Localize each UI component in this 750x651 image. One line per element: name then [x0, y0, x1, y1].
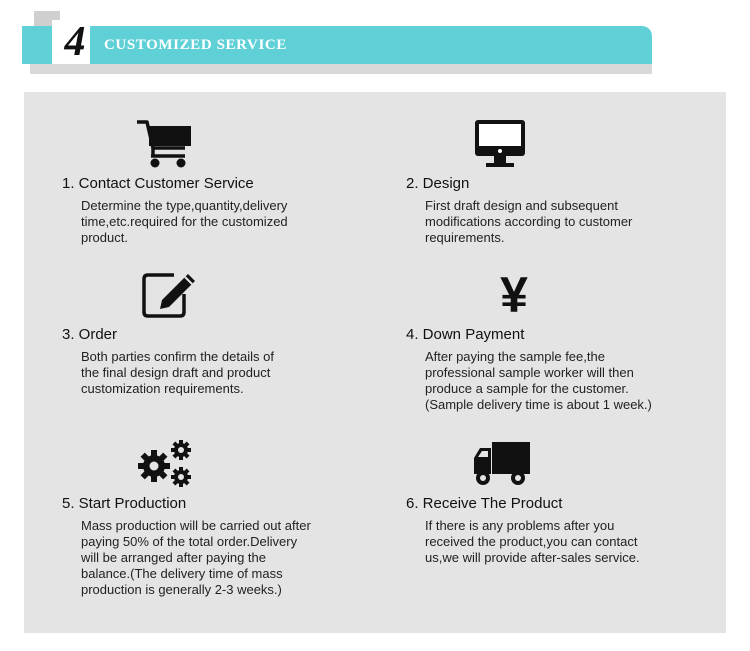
- yen-icon: ¥: [500, 267, 528, 323]
- section-number: 4: [64, 19, 86, 65]
- step-description: First draft design and subsequent modifications according to customer requirements.: [425, 198, 633, 245]
- gears-icon: [136, 438, 196, 490]
- section-header: [0, 0, 750, 90]
- step-title: 3. Order: [62, 326, 118, 343]
- service-steps-panel: [24, 92, 726, 633]
- step-title: 6. Receive The Product: [406, 495, 563, 512]
- step-description: If there is any problems after you received the product,you can contact us,we will provide after-sales service.: [425, 518, 640, 565]
- shopping-cart-icon: [135, 118, 195, 170]
- monitor-icon: [470, 118, 530, 170]
- step-title: 2. Design: [406, 175, 470, 192]
- step-description: Both parties confirm the details of the final design draft and product customization requirements.: [81, 349, 274, 396]
- edit-document-icon: [140, 270, 200, 322]
- delivery-truck-icon: [472, 438, 532, 490]
- step-description: Mass production will be carried out after paying 50% of the total order.Delivery will be arranged after paying the balance.(The delivery time of mass production is generally 2-3 weeks.): [81, 518, 311, 597]
- step-description: After paying the sample fee,the professional sample worker will then produce a sample for the customer. (Sample delivery time is about 1 week.): [425, 349, 652, 412]
- section-title: CUSTOMIZED SERVICE: [104, 37, 287, 53]
- step-description: Determine the type,quantity,delivery time,etc.required for the customized product.: [81, 198, 288, 245]
- step-title: 4. Down Payment: [406, 326, 525, 343]
- step-title: 5. Start Production: [62, 495, 187, 512]
- step-title: 1. Contact Customer Service: [62, 175, 254, 192]
